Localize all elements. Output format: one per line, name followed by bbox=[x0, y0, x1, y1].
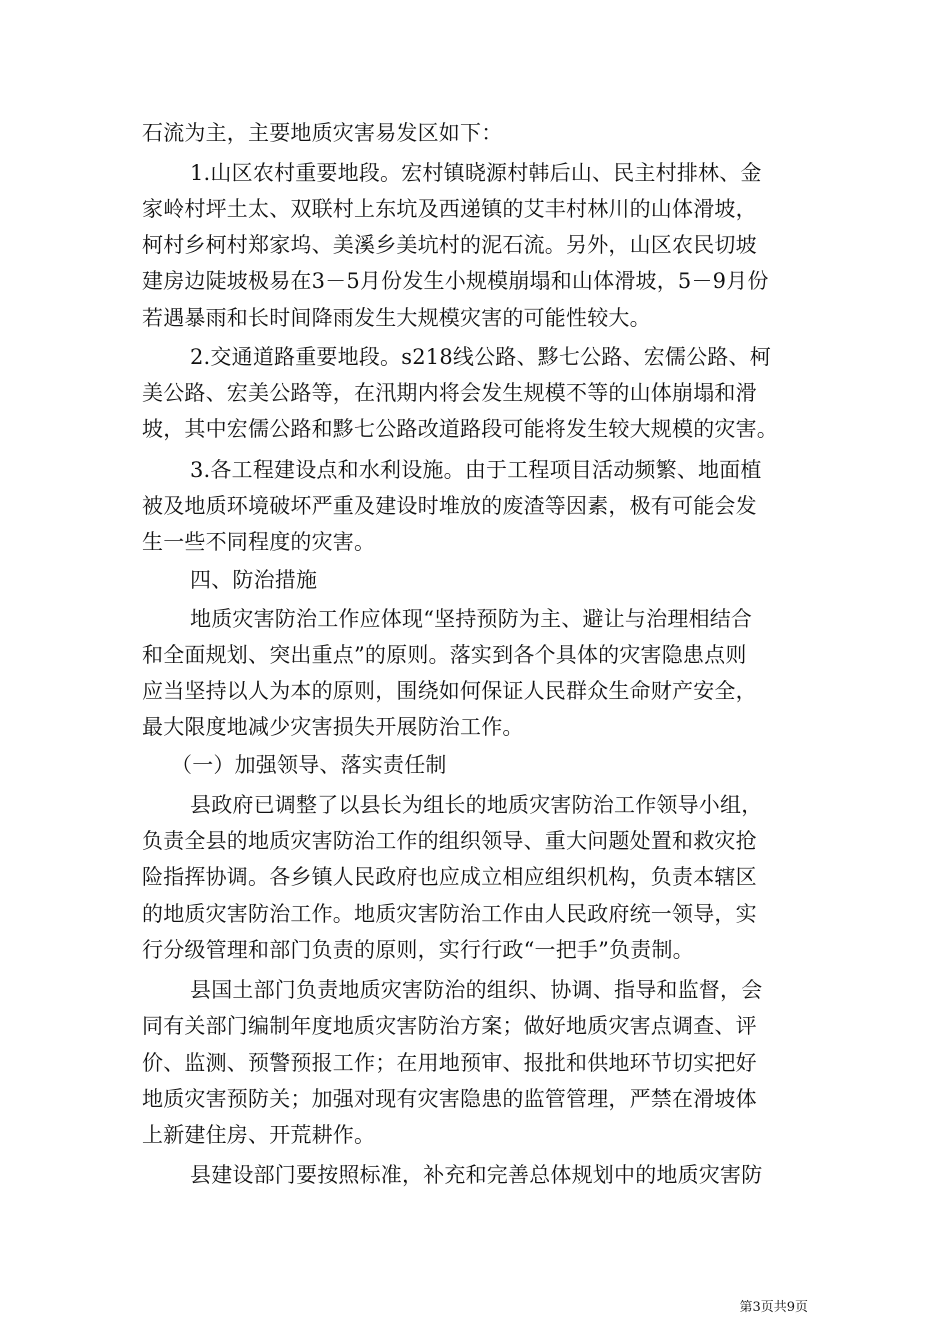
body-line: 和全面规划、突出重点”的原则。落实到各个具体的灾害隐患点则 bbox=[142, 643, 747, 667]
section-heading: 四、防治措施 bbox=[190, 568, 318, 592]
body-line: 3.各工程建设点和水利设施。由于工程项目活动频繁、地面植 bbox=[190, 458, 762, 482]
body-line: 县建设部门要按照标准，补充和完善总体规划中的地质灾害防 bbox=[190, 1163, 763, 1187]
body-line: 若遇暴雨和长时间降雨发生大规模灾害的可能性较大。 bbox=[142, 306, 651, 330]
body-line: 同有关部门编制年度地质灾害防治方案；做好地质灾害点调查、评 bbox=[142, 1014, 757, 1038]
body-line: 地质灾害防治工作应体现“坚持预防为主、避让与治理相结合 bbox=[190, 607, 753, 631]
body-line: 家岭村坪土太、双联村上东坑及西递镇的艾丰村林川的山体滑坡， bbox=[142, 197, 757, 221]
body-line: 行分级管理和部门负责的原则，实行行政“一把手”负责制。 bbox=[142, 938, 694, 962]
body-line: 应当坚持以人为本的原则，围绕如何保证人民群众生命财产安全， bbox=[142, 679, 757, 703]
body-line: 县政府已调整了以县长为组长的地质灾害防治工作领导小组， bbox=[190, 793, 763, 817]
body-line: 坡，其中宏儒公路和黟七公路改道路段可能将发生较大规模的灾害。 bbox=[142, 417, 778, 441]
body-line: 的地质灾害防治工作。地质灾害防治工作由人民政府统一领导，实 bbox=[142, 902, 757, 926]
body-line: 县国土部门负责地质灾害防治的组织、协调、指导和监督，会 bbox=[190, 978, 763, 1002]
body-line: 负责全县的地质灾害防治工作的组织领导、重大问题处置和救灾抢 bbox=[142, 829, 757, 853]
body-line: 价、监测、预警预报工作；在用地预审、报批和供地环节切实把好 bbox=[142, 1051, 757, 1075]
body-line: 最大限度地减少灾害损失开展防治工作。 bbox=[142, 715, 524, 739]
body-line: 被及地质环境破坏严重及建设时堆放的废渣等因素，极有可能会发 bbox=[142, 494, 757, 518]
page-number-footer: 第3页共9页 bbox=[739, 1300, 808, 1315]
body-line: 石流为主，主要地质灾害易发区如下： bbox=[142, 121, 503, 145]
body-line: 柯村乡柯村郑家坞、美溪乡美坑村的泥石流。另外，山区农民切坡 bbox=[142, 233, 757, 257]
body-line: 1.山区农村重要地段。宏村镇晓源村韩后山、民主村排林、金 bbox=[190, 161, 762, 185]
body-line: 险指挥协调。各乡镇人民政府也应成立相应组织机构，负责本辖区 bbox=[142, 865, 757, 889]
body-line: 建房边陡坡极易在3－5月份发生小规模崩塌和山体滑坡，5－9月份 bbox=[142, 269, 769, 293]
subsection-heading: （一）加强领导、落实责任制 bbox=[171, 753, 447, 777]
body-line: 地质灾害预防关；加强对现有灾害隐患的监管管理，严禁在滑坡体 bbox=[142, 1087, 757, 1111]
body-line: 上新建住房、开荒耕作。 bbox=[142, 1123, 376, 1147]
body-line: 生一些不同程度的灾害。 bbox=[142, 530, 376, 554]
body-line: 美公路、宏美公路等，在汛期内将会发生规模不等的山体崩塌和滑 bbox=[142, 381, 757, 405]
body-line: 2.交通道路重要地段。s218线公路、黟七公路、宏儒公路、柯 bbox=[190, 345, 771, 369]
